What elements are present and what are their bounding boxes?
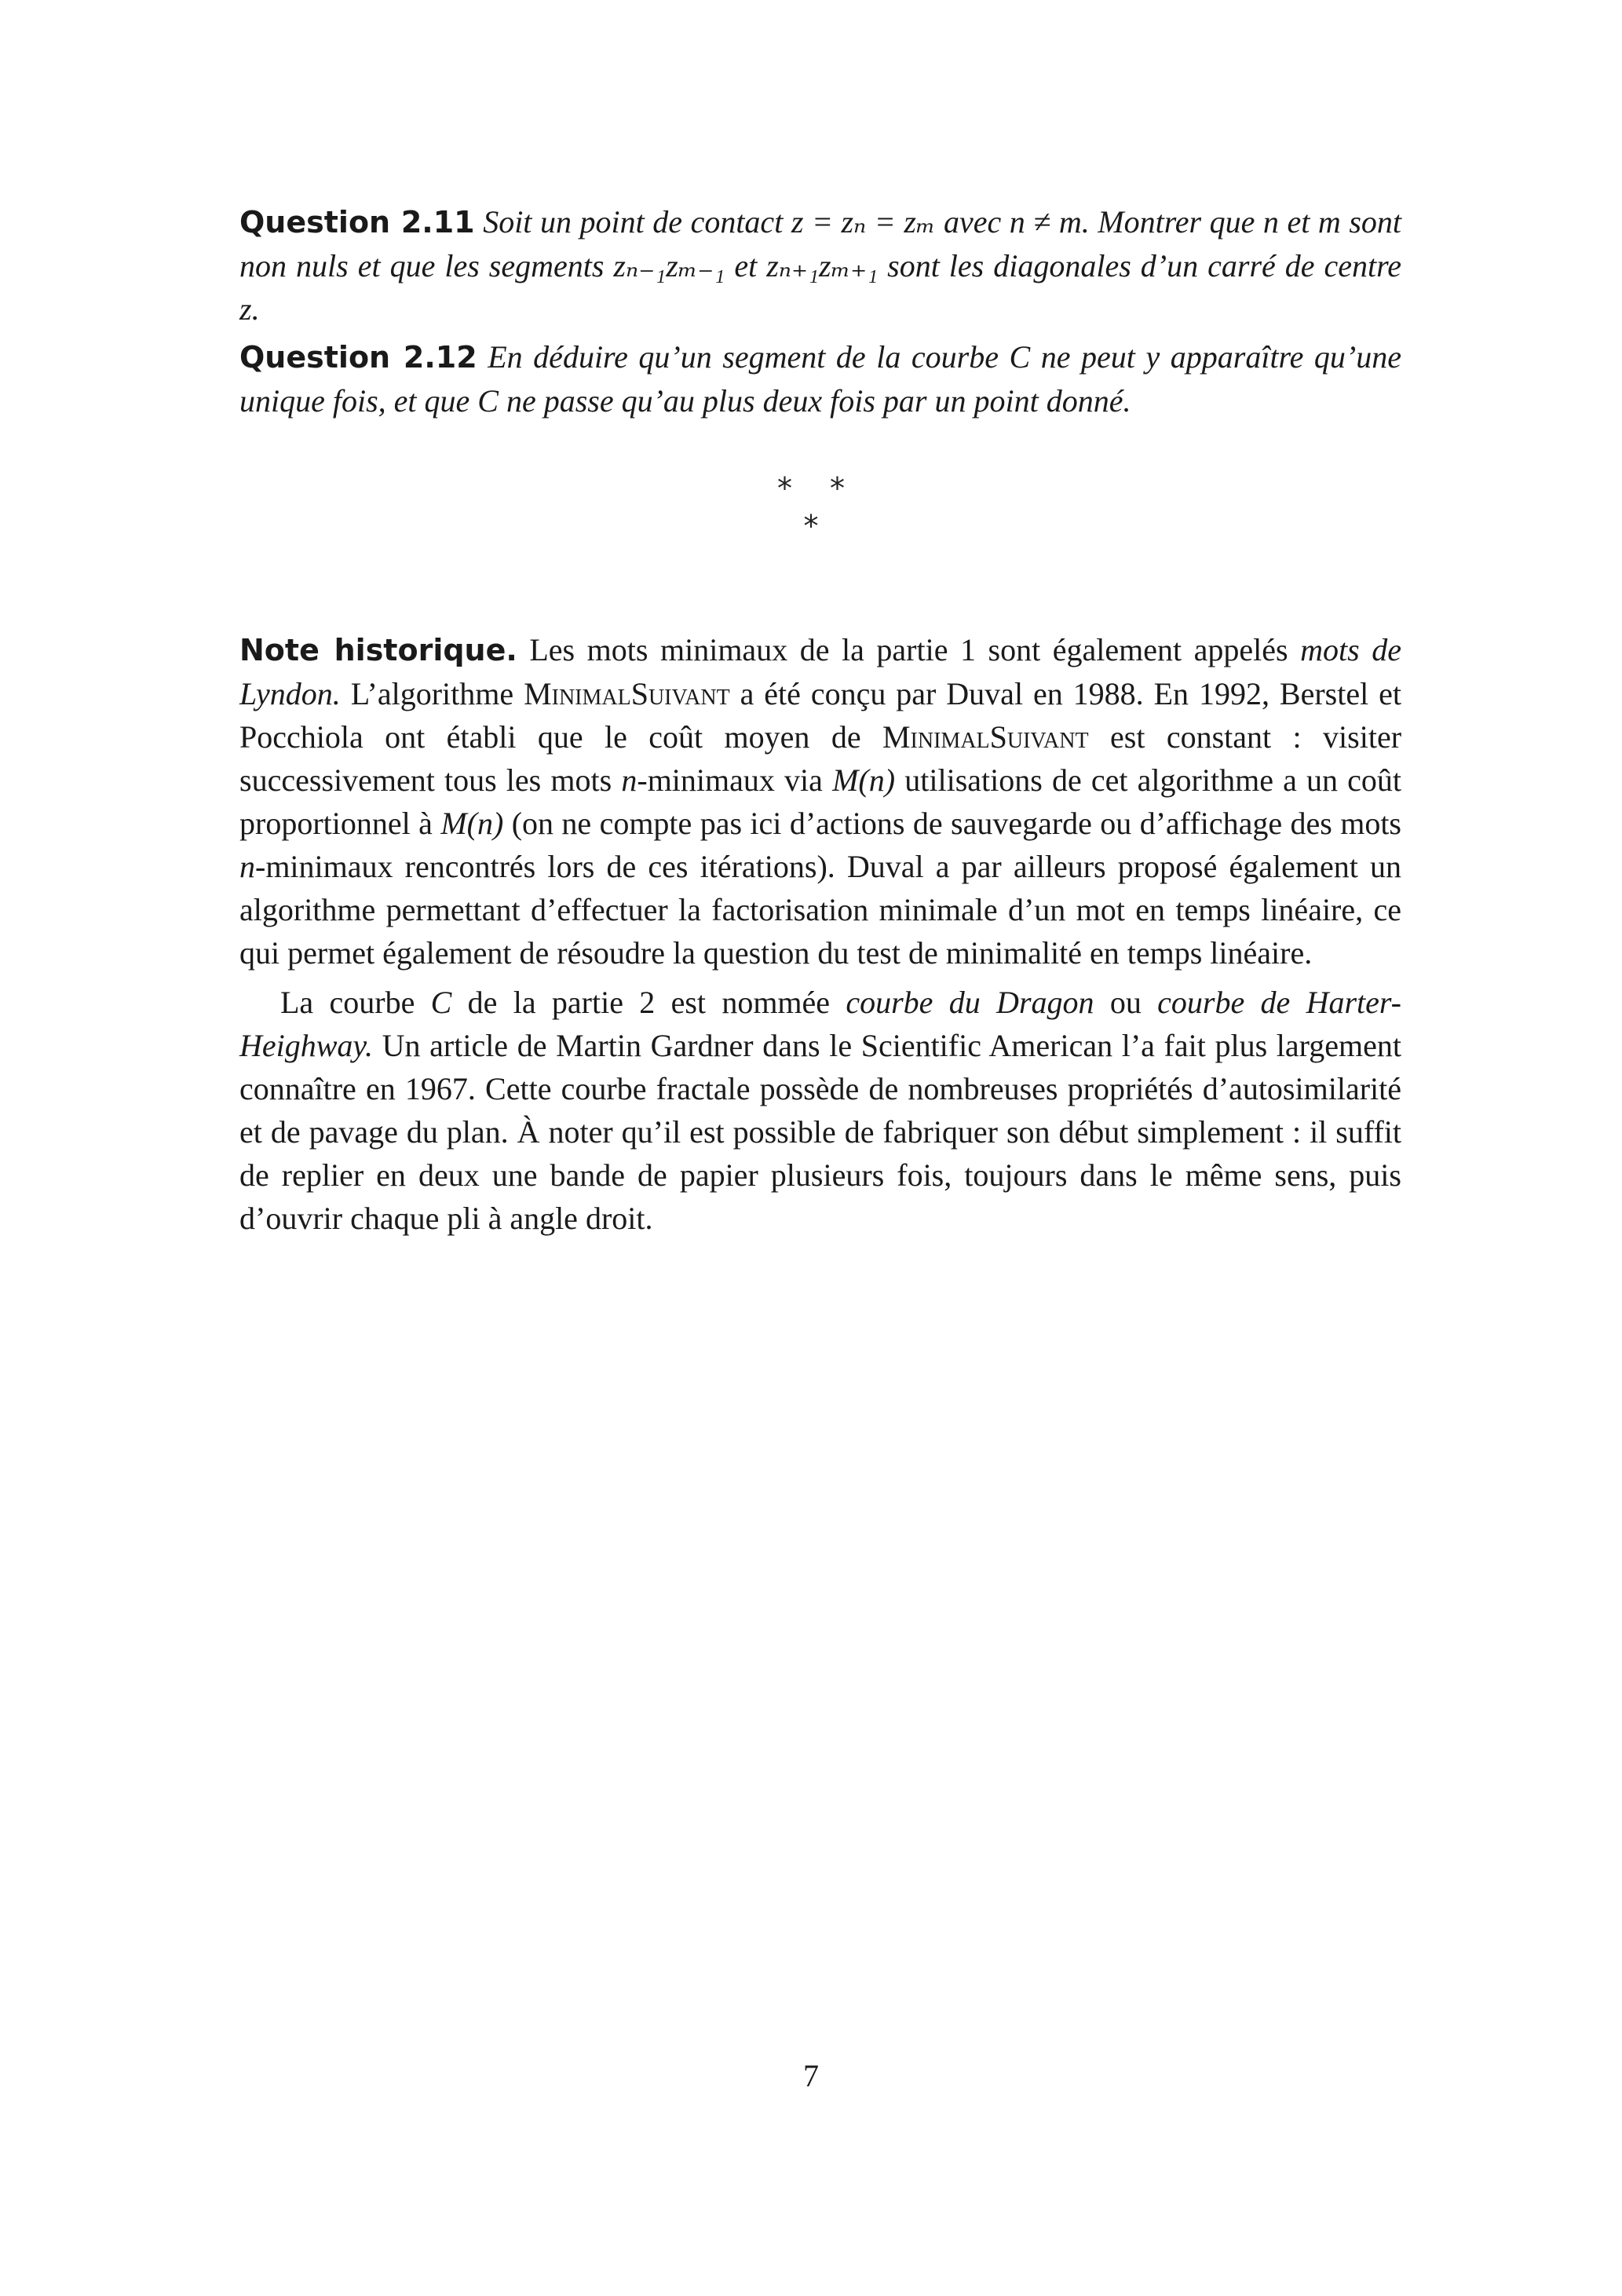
note-text-1e: -minimaux via bbox=[637, 762, 823, 798]
var-n-2: n bbox=[239, 849, 255, 884]
algo-name-1: MinimalSuivant bbox=[524, 676, 730, 711]
question-2-11-label: Question 2.11 bbox=[239, 205, 475, 239]
dragon-curve: courbe du Dragon bbox=[846, 985, 1094, 1020]
harter-heighway-curve: courbe de Harter-Heighway. bbox=[239, 985, 1401, 1063]
page-number: 7 bbox=[803, 2058, 819, 2093]
historical-note-label: Note historique. bbox=[239, 633, 517, 667]
historical-note-paragraph-2 bbox=[239, 981, 1401, 1240]
note-text-1d: est constant : visiter successivement tous les mots bbox=[239, 719, 1402, 798]
note-text-1h: -minimaux rencontrés lors de ces itérations). Duval a par ailleurs proposé également un algorithme permettant d’effectuer la factorisation minimale d’un mot en temps linéaire, ce qui permet également de résoudre la question du test de minimalité en temps linéaire. bbox=[239, 849, 1401, 971]
var-n-1: n bbox=[621, 762, 637, 798]
m-of-n-1: M(n) bbox=[832, 762, 896, 798]
algo-name-2: MinimalSuivant bbox=[882, 719, 1089, 755]
curve-c: C bbox=[430, 985, 452, 1020]
note-text-1a: Les mots minimaux de la partie 1 sont également appelés bbox=[529, 632, 1288, 667]
note-text-1g: (on ne compte pas ici d’actions de sauvegarde ou d’affichage des mots bbox=[511, 806, 1401, 841]
note-text-1c: a été conçu par Duval en 1988. En 1992, Berstel et Pocchiola ont établi que le coût moyen de bbox=[239, 676, 1402, 755]
historical-note-paragraph-1 bbox=[239, 628, 1401, 974]
question-2-12 bbox=[239, 335, 1401, 422]
historical-note bbox=[239, 628, 1401, 1271]
note-lyndon: mots de Lyndon. bbox=[239, 632, 1402, 711]
note-text-2a: La courbe bbox=[280, 985, 415, 1020]
separator-stars-bottom: * bbox=[803, 509, 819, 543]
note-text-2d: Un article de Martin Gardner dans le Scientific American l’a fait plus largement connaître en 1967. Cette courbe fractale possède de nombreuses propriétés d’autosimilarité et de pavage du plan. À noter qu’il est possible de fabriquer son début simplement : il suffit de replier en deux une bande de papier plusieurs fois, toujours dans le même sens, puis d’ouvrir chaque pli à angle droit. bbox=[239, 1028, 1402, 1236]
separator-stars-top: * * bbox=[776, 471, 860, 506]
question-2-11 bbox=[239, 200, 1401, 331]
note-text-2b: de la partie 2 est nommée bbox=[467, 985, 831, 1020]
question-2-11-text: Soit un point de contact z = zₙ = zₘ avec n ≠ m. Montrer que n et m sont non nuls et que les segments zₙ₋₁zₘ₋₁ et zₙ₊₁zₘ₊₁ sont les diagonales d’un carré de centre z. bbox=[239, 204, 1401, 327]
question-2-12-text: En déduire qu’un segment de la courbe C ne peut y apparaître qu’une unique fois, et que C ne passe qu’au plus deux fois par un point donné. bbox=[239, 339, 1402, 419]
note-text-1b: L’algorithme bbox=[350, 676, 514, 711]
note-text-1f: utilisations de cet algorithme a un coût proportionnel à bbox=[239, 762, 1402, 841]
m-of-n-2: M(n) bbox=[440, 806, 504, 841]
question-2-12-label: Question 2.12 bbox=[239, 340, 477, 375]
note-text-ou: ou bbox=[1109, 985, 1142, 1020]
